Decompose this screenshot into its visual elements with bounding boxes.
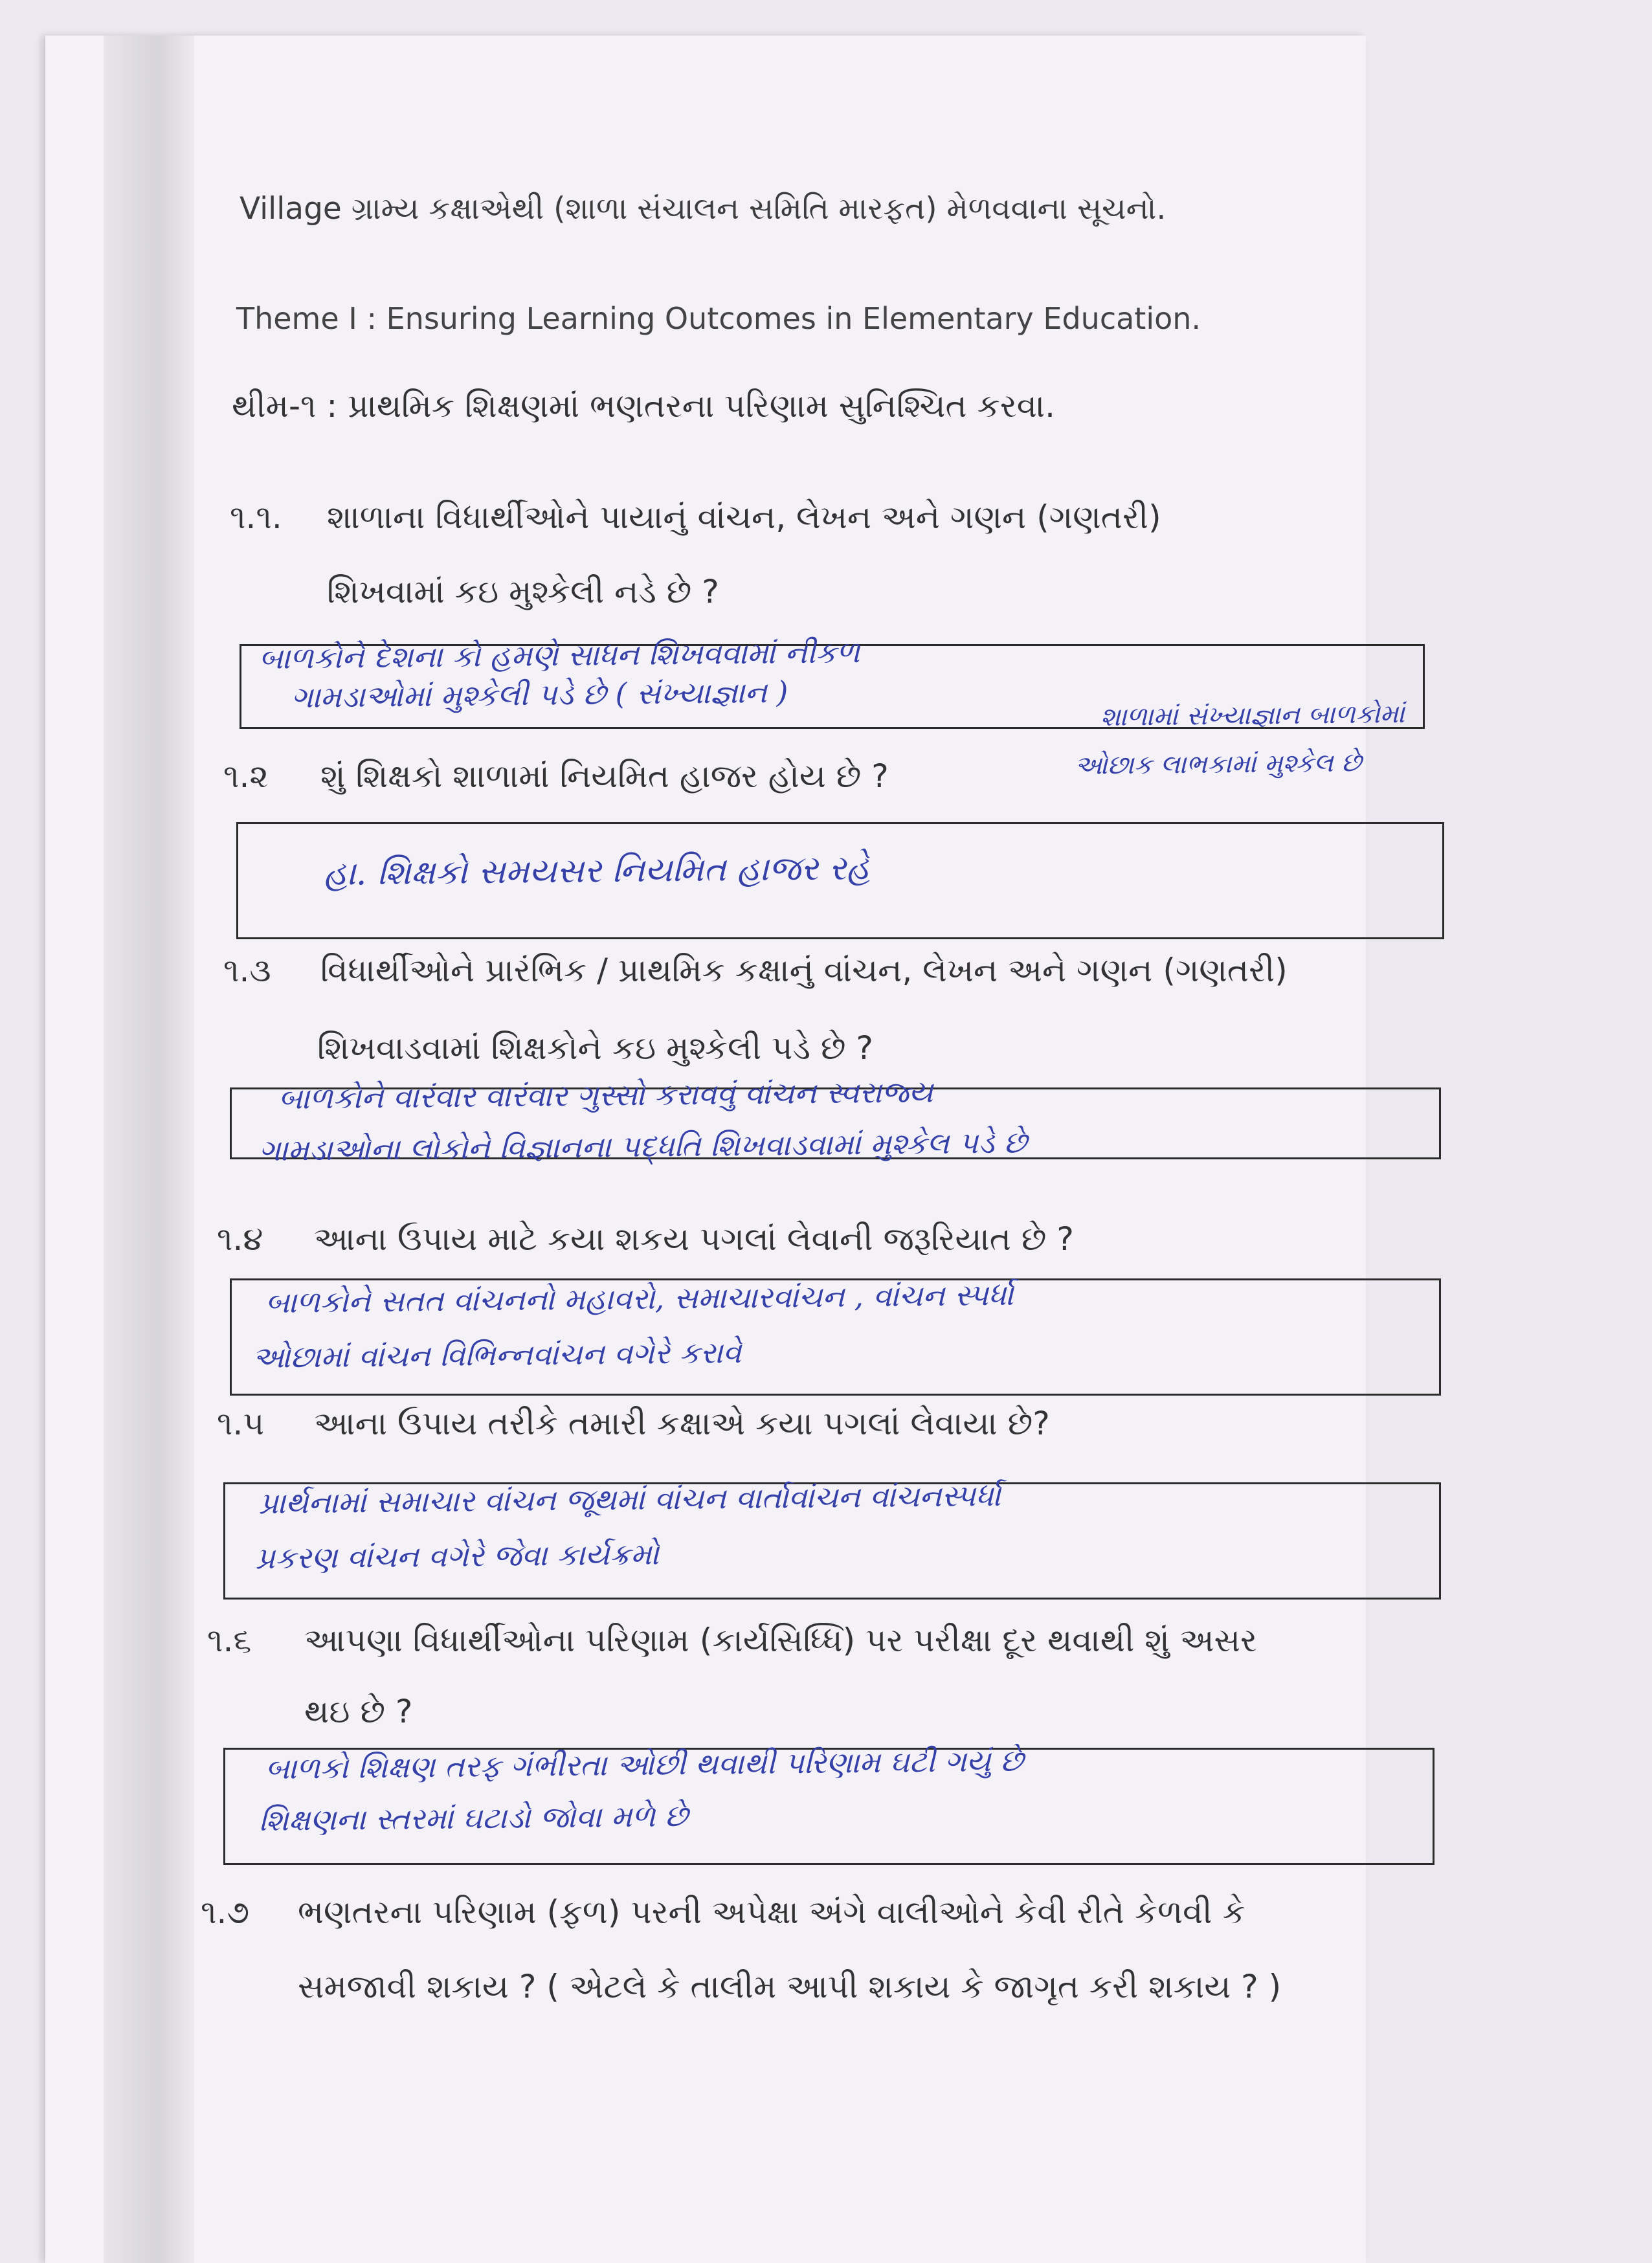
- question-1-6: [207, 1622, 1257, 1660]
- handwritten-answer: ઓછાક લાભકામાં મુશ્કેલ છે: [1074, 748, 1362, 781]
- theme-title-gujarati: થીમ-૧ : પ્રાથમિક શિક્ષણમાં ભણતરના પરિણામ સુનિશ્ચિત કરવા.: [232, 387, 1055, 425]
- question-text: આપણા વિધાર્થીઓના પરિણામ (કાર્યસિધ્ધિ) પર પરીક્ષા દૂર થવાથી શું અસર: [304, 1622, 1257, 1659]
- handwritten-answer: ગામડાઓમાં મુશ્કેલી પડે છે ( સંખ્યાજ્ઞાન ): [291, 674, 788, 715]
- handwritten-answer: બાળકોને દેશના કો હમણે સાધન શિખવવામાં નીકળ: [258, 634, 860, 676]
- handwritten-answer: શિક્ષણના સ્તરમાં ઘટાડો જોવા મળે છે: [258, 1798, 688, 1838]
- theme-title-english: Theme I : Ensuring Learning Outcomes in Elementary Education.: [236, 301, 1201, 336]
- handwritten-answer: ગામડાઓના લોકોને વિજ્ઞાનના પદ્ધતિ શિખવાડવામાં મુશ્કેલ પડે છે: [258, 1124, 1027, 1168]
- question-number: ૧.૭: [201, 1893, 250, 1931]
- question-text: શાળાના વિધાર્થીઓને પાયાનું વાંચન, લેખન અને ગણન (ગણતરી): [327, 498, 1161, 536]
- question-1-3-cont: શિખવાડવામાં શિક્ષકોને કઇ મુશ્કેલી પડે છે ?: [317, 1029, 873, 1067]
- handwritten-answer: બાળકોને વારંવાર વારંવાર ગુસ્સો કરાવવું વાંચન સ્વરાજ્ય: [278, 1074, 933, 1116]
- question-number: ૧.૫: [217, 1405, 265, 1442]
- handwritten-answer: પ્રકરણ વાંચન વગેરે જેવા કાર્યક્રમો: [255, 1536, 660, 1576]
- question-text: આના ઉપાય માટે કયા શકય પગલાં લેવાની જરૂરિયાત છે ?: [314, 1220, 1074, 1258]
- handwritten-answer: બાળકોને સતત વાંચનનો મહાવરો, સમાચારવાંચન , વાંચન સ્પર્ધા: [265, 1276, 1014, 1320]
- question-1-3: [223, 952, 1288, 990]
- question-1-7: [201, 1893, 1245, 1932]
- question-text: શું શિક્ષકો શાળામાં નિયમિત હાજર હોય છે ?: [320, 757, 889, 795]
- handwritten-answer: ઓછામાં વાંચન વિભિન્નવાંચન વગેરે કરાવે: [252, 1335, 742, 1375]
- binding-shadow: [104, 36, 194, 2263]
- question-1-2: [223, 757, 889, 796]
- question-1-4: [217, 1220, 1074, 1258]
- question-number: ૧.૨: [223, 757, 269, 795]
- question-number: ૧.૩: [223, 952, 271, 989]
- question-1-6-cont: થઇ છે ?: [304, 1693, 413, 1730]
- question-1-5: [217, 1405, 1050, 1443]
- handwritten-answer: શાળામાં સંખ્યાજ્ઞાન બાળકોમાં: [1100, 699, 1405, 732]
- question-text: ભણતરના પરિણામ (ફળ) પરની અપેક્ષા અંગે વાલીઓને કેવી રીતે કેળવી કે: [298, 1893, 1245, 1931]
- question-text: વિધાર્થીઓને પ્રારંભિક / પ્રાથમિક કક્ષાનું વાંચન, લેખન અને ગણન (ગણતરી): [320, 952, 1288, 989]
- question-1-7-cont: સમજાવી શકાય ? ( એટલે કે તાલીમ આપી શકાય કે જાગૃત કરી શકાય ? ): [298, 1968, 1282, 2005]
- question-number: ૧.૬: [207, 1622, 252, 1659]
- question-text: આના ઉપાય તરીકે તમારી કક્ષાએ કયા પગલાં લેવાયા છે?: [314, 1405, 1050, 1442]
- question-number: ૧.૧.: [230, 498, 282, 536]
- handwritten-answer: હા. શિક્ષકો સમયસર નિયમિત હાજર રહે: [323, 849, 871, 893]
- question-1-1: [230, 498, 1161, 537]
- question-1-1-cont: શિખવામાં કઇ મુશ્કેલી નડે છે ?: [327, 573, 719, 610]
- page-header: Village ગ્રામ્ય કક્ષાએથી (શાળા સંચાલન સમિતિ મારફત) મેળવવાના સૂચનો.: [240, 191, 1166, 227]
- handwritten-answer: બાળકો શિક્ષણ તરફ ગંભીરતા ઓછી થવાથી પરિણામ ઘટી ગયું છે: [265, 1743, 1024, 1786]
- handwritten-answer: પ્રાર્થનામાં સમાચાર વાંચન જૂથમાં વાંચન વાર્તાવાંચન વાંચનસ્પર્ધા: [258, 1478, 1001, 1521]
- question-number: ૧.૪: [217, 1220, 263, 1258]
